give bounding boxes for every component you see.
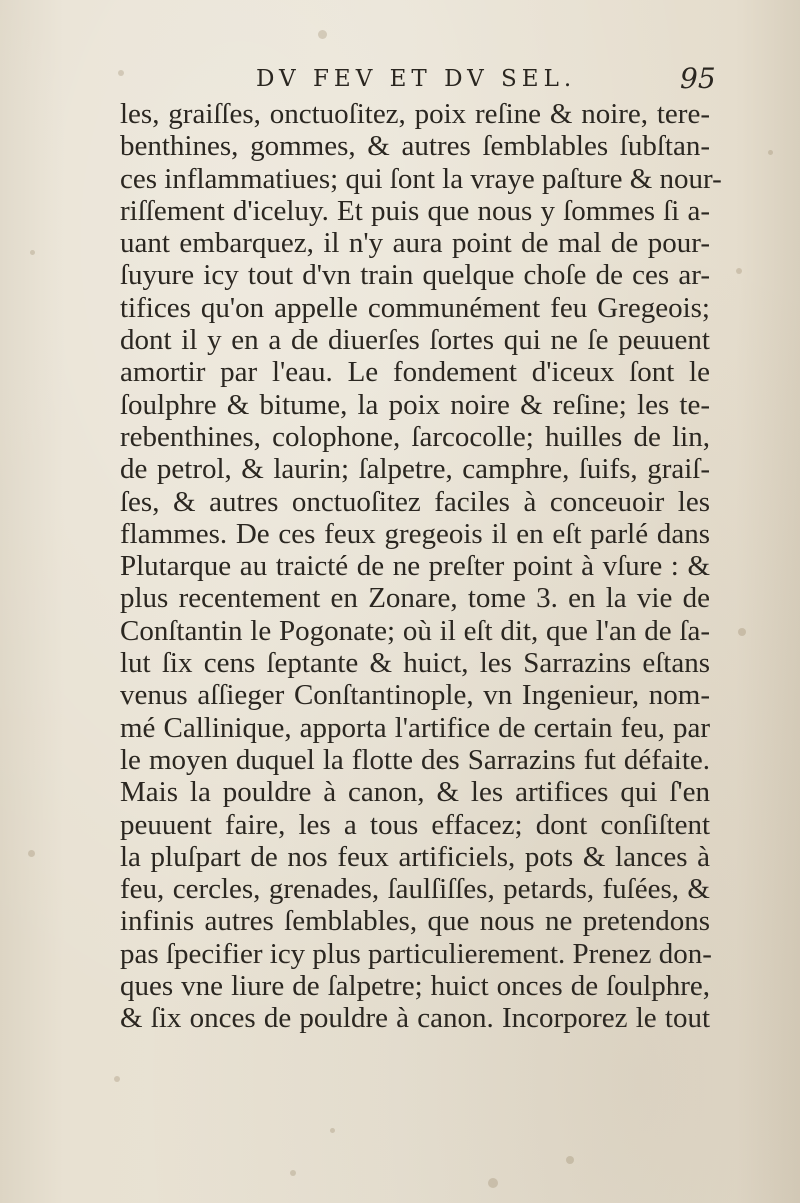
text-line: plus recentement en Zonare, tome 3. en la vie de (120, 582, 710, 615)
text-line: pas ſpecifier icy plus particulierement. Prenez don- (120, 937, 712, 970)
text-line: feu, cercles, grenades, ſaulſiſſes, petards, fuſées, & (120, 873, 710, 906)
text-line: riſſement d'iceluy. Et puis que nous y ſommes ſi a- (120, 194, 710, 227)
foxing-spot (30, 250, 35, 255)
text-line: ces inflammatiues; qui ſont la vraye paſture & nour- (120, 162, 722, 195)
text-line: rebenthines, colophone, ſarcocolle; huilles de lin, (120, 420, 710, 453)
text-line: lut ſix cens ſeptante & huict, les Sarrazins eſtans (120, 647, 710, 680)
text-line: ſes, & autres onctuoſitez faciles à conceuoir les (120, 485, 710, 518)
text-line: tifices qu'on appelle communément feu Gregeois; (120, 291, 710, 324)
running-head (0, 58, 800, 98)
text-line: Plutarque au traicté de ne preſter point à vſure : & (120, 550, 710, 583)
foxing-spot (318, 30, 327, 39)
text-line: les, graiſſes, onctuoſitez, poix reſine & noire, tere- (120, 98, 710, 130)
text-line: ſoulphre & bitume, la poix noire & reſine; les te- (120, 388, 710, 421)
text-line: benthines, gommes, & autres ſemblables ſubſtan- (120, 130, 710, 163)
text-line: dont il y en a de diuerſes ſortes qui ne ſe peuuent (120, 324, 710, 357)
page-number: 95 (680, 62, 716, 95)
text-line: peuuent faire, les a tous effacez; dont conſiſtent (120, 808, 710, 841)
foxing-spot (488, 1178, 498, 1188)
foxing-spot (738, 628, 746, 636)
text-line: ques vne liure de ſalpetre; huict onces de ſoulphre, (120, 970, 710, 1003)
text-line: uant embarquez, il n'y aura point de mal de pour- (120, 227, 710, 260)
foxing-spot (114, 1076, 120, 1082)
foxing-spot (768, 150, 773, 155)
foxing-spot (290, 1170, 296, 1176)
text-line: & ſix onces de pouldre à canon. Incorporez le tout (120, 1002, 710, 1035)
text-line: infinis autres ſemblables, que nous ne pretendons (120, 905, 710, 938)
body-text (120, 98, 722, 1035)
running-head-title: DV FEV ET DV SEL. (256, 66, 577, 92)
foxing-spot (330, 1128, 335, 1133)
text-line: Mais la pouldre à canon, & les artifices qui ſ'en (120, 776, 710, 809)
text-line: Conſtantin le Pogonate; où il eſt dit, que l'an de ſa- (120, 614, 710, 647)
text-line: ſuyure icy tout d'vn train quelque choſe de ces ar- (120, 259, 710, 292)
foxing-spot (736, 268, 742, 274)
text-line: amortir par l'eau. Le fondement d'iceux ſont le (120, 356, 710, 389)
foxing-spot (566, 1156, 574, 1164)
text-line: flammes. De ces feux gregeois il en eſt parlé dans (120, 517, 710, 550)
text-line: de petrol, & laurin; ſalpetre, camphre, ſuifs, graiſ- (120, 453, 710, 486)
text-line: la pluſpart de nos feux artificiels, pots & lances à (120, 840, 710, 873)
text-line: venus aſſieger Conſtantinople, vn Ingenieur, nom- (120, 679, 710, 712)
foxing-spot (28, 850, 35, 857)
text-line: mé Callinique, apporta l'artifice de certain feu, par (120, 711, 710, 744)
text-line: le moyen duquel la flotte des Sarrazins fut défaite. (120, 743, 710, 776)
